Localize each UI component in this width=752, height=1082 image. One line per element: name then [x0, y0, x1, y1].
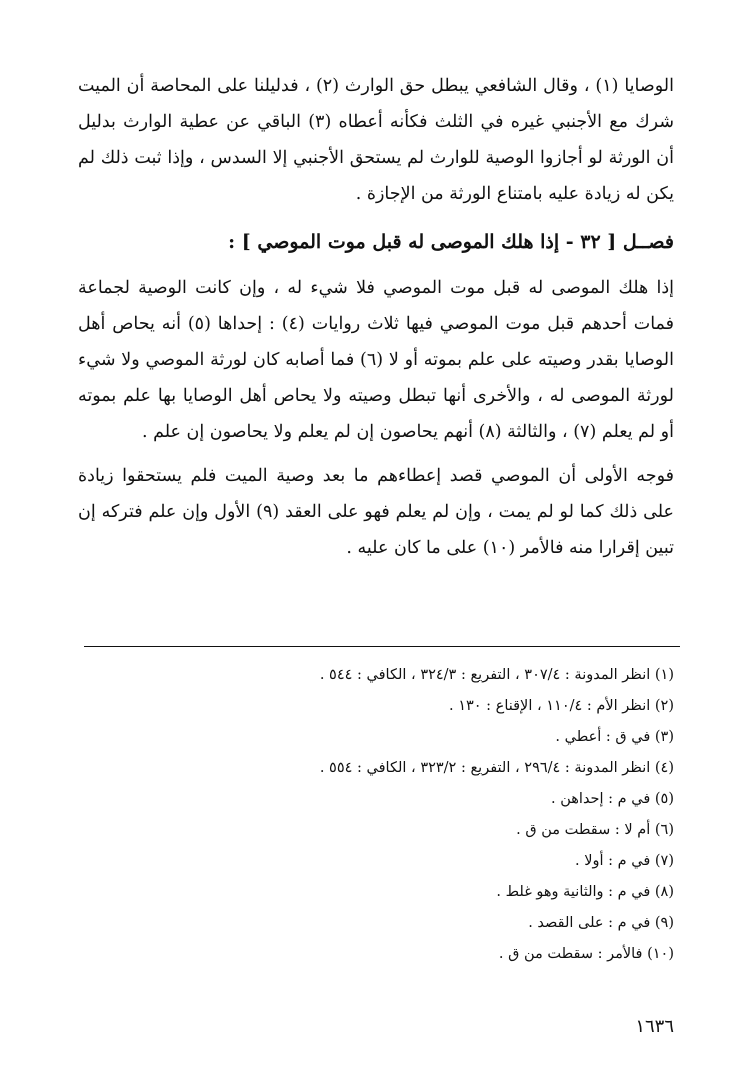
footnote-2: (٢) انظر الأم : ١١٠/٤ ، الإقناع : ١٣٠ .	[448, 698, 674, 714]
footnote-divider	[84, 646, 680, 647]
main-text	[78, 68, 674, 566]
footnote-1: (١) انظر المدونة : ٣٠٧/٤ ، التفريع : ٣٢٤/٣ ، الكافي : ٥٤٤ .	[319, 667, 674, 683]
paragraph-3: فوجه الأولى أن الموصي قصد إعطاءهم ما بعد وصية الميت فلم يستحقوا زيادة على ذلك كما لو لم يمت ، وإن لم يعلم فهو على العقد (٩) الأول وإن علم فتركه إن تبين إقرارا منه فالأمر (١٠) على ما كان عليه .	[78, 466, 675, 558]
page-number: ١٦٣٦	[635, 1016, 674, 1037]
footnotes-list	[74, 660, 674, 970]
paragraph-1: الوصايا (١) ، وقال الشافعي يبطل حق الوارث (٢) ، فدليلنا على المحاصة أن الميت شرك مع الأجنبي غيره في الثلث فكأنه أعطاه (٣) الباقي عن عطية الوارث بدليل أن الورثة لو أجازوا الوصية للوارث لم يستحق الأجنبي إلا السدس ، وإذا ثبت ذلك لم يكن له زيادة عليه بامتناع الورثة من الإجازة .	[78, 76, 674, 204]
footnote-6: (٦) أم لا : سقطت من ق .	[516, 822, 674, 838]
paragraph-2: إذا هلك الموصى له قبل موت الموصي فلا شيء له ، وإن كانت الوصية لجماعة فمات أحدهم قبل موت الموصي فيها ثلاث روايات (٤) : إحداها (٥) أنه يحاص أهل الوصايا بقدر وصيته على علم بموته أو لا (٦) فما أصابه كان لورثة الموصي ولا شيء لورثة الموصى له ، والأخرى أنها تبطل وصيته ولا يحاص أهل الوصايا بها علم بموته أو لم يعلم (٧) ، والثالثة (٨) أنهم يحاصون إن لم يعلم ولا يحاصون إن علم .	[78, 278, 675, 442]
footnote-4: (٤) انظر المدونة : ٢٩٦/٤ ، التفريع : ٣٢٣/٢ ، الكافي : ٥٥٤ .	[319, 760, 674, 776]
footnote-10: (١٠) فالأمر : سقطت من ق .	[498, 946, 674, 962]
footnote-8: (٨) في م : والثانية وهو غلط .	[496, 884, 674, 900]
section-heading: فصــل [ ٣٢ - إذا هلك الموصى له قبل موت الموصي ] :	[228, 231, 674, 253]
footnote-7: (٧) في م : أولا .	[575, 853, 674, 869]
footnote-5: (٥) في م : إحداهن .	[551, 791, 674, 807]
footnote-9: (٩) في م : على القصد .	[528, 915, 674, 931]
footnote-3: (٣) في ق : أعطي .	[555, 729, 674, 745]
